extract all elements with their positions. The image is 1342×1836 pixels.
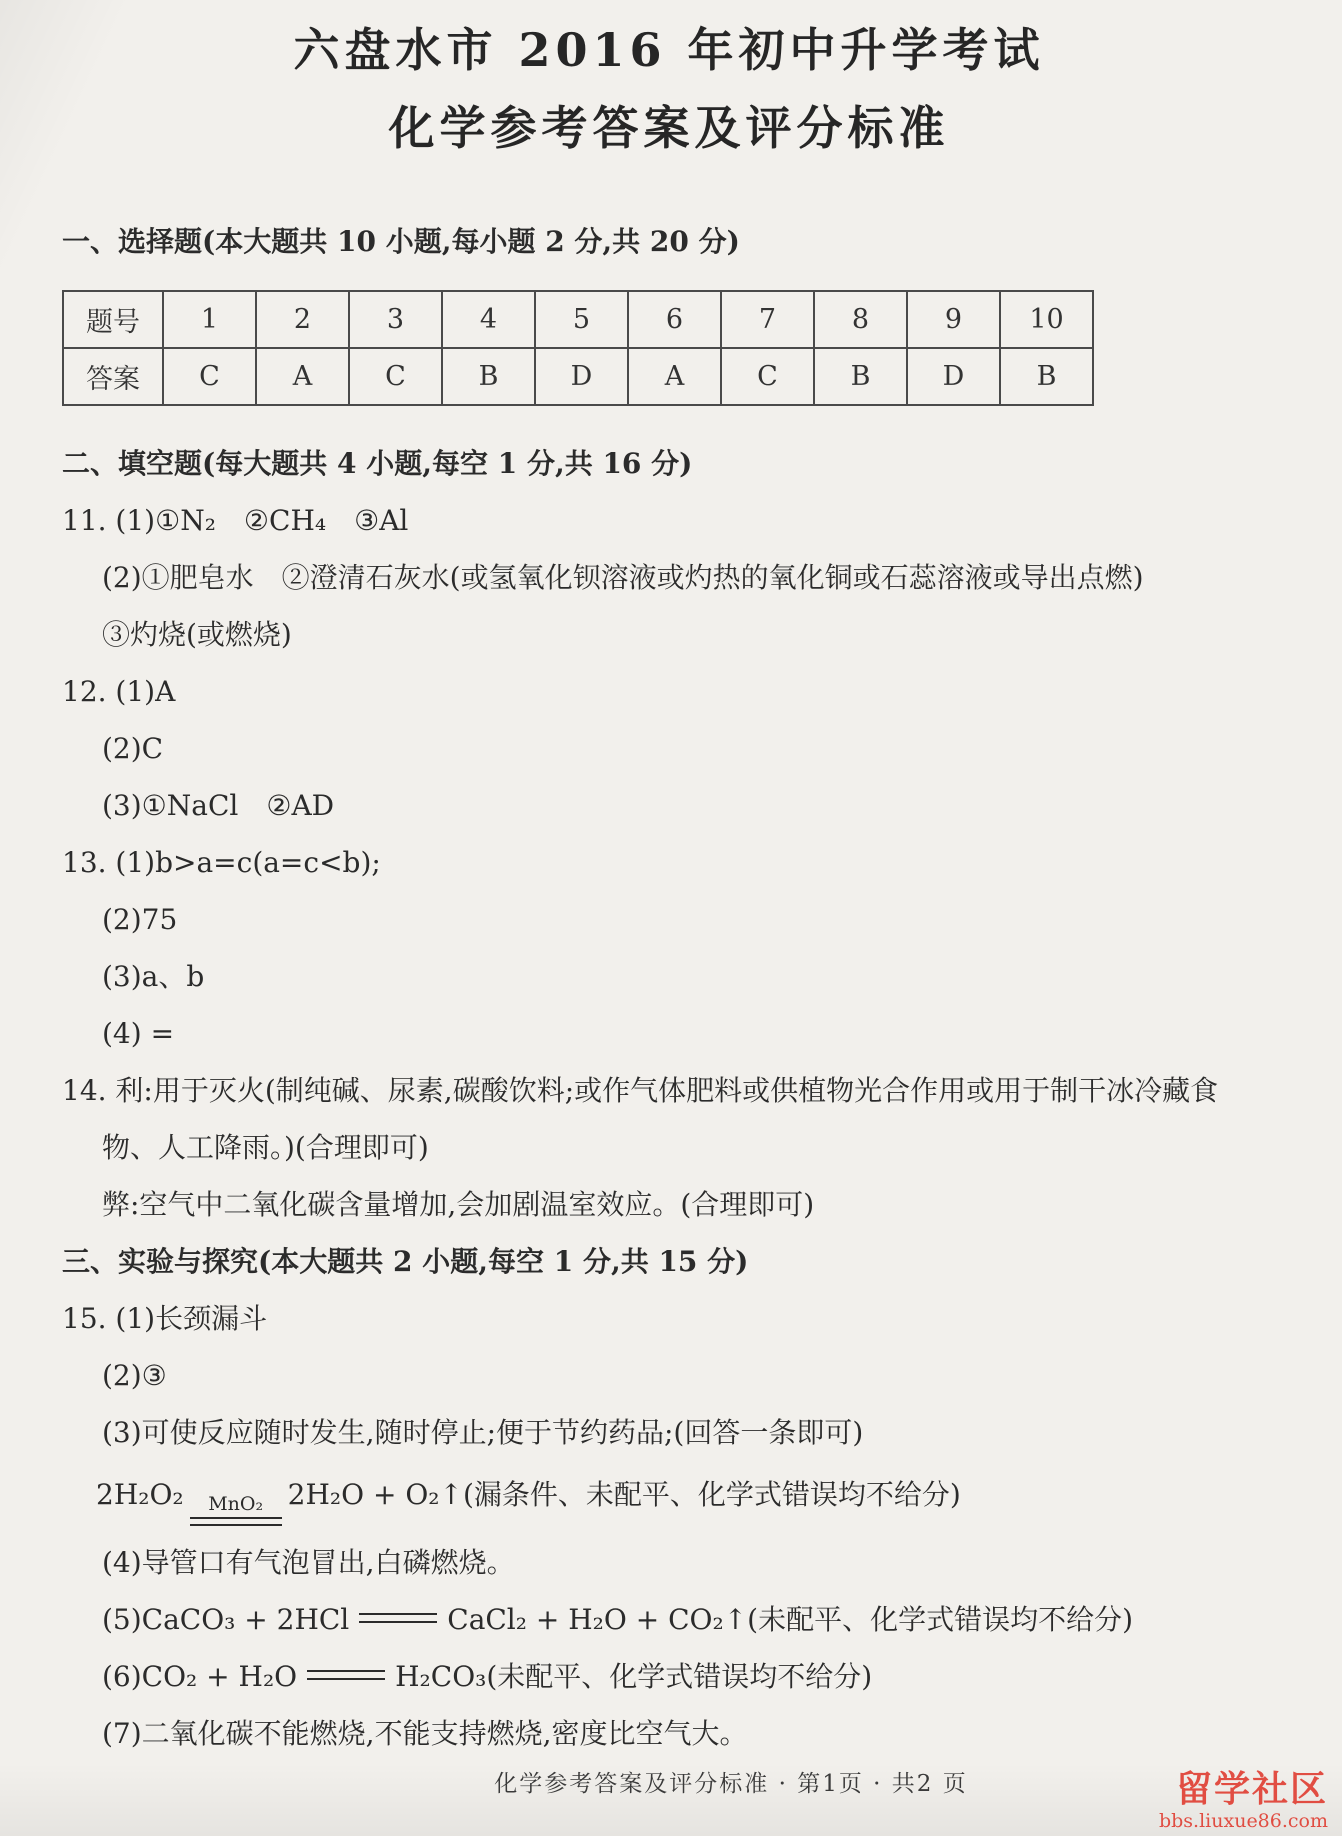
page-title-line1: 六盘水市 2016 年初中升学考试 [293, 23, 1045, 77]
page-footer: 化学参考答案及评分标准 · 第1页 · 共2 页 [494, 1771, 968, 1797]
q11-part3: ③灼烧(或燃烧) [102, 618, 292, 651]
answer-cell: C [721, 348, 814, 405]
q15-equation-caco3-hcl [62, 1600, 1276, 1640]
q13-part2: (2)75 [102, 903, 178, 936]
equation-left-side: 2H₂O₂ [96, 1478, 184, 1511]
q13-part3: (3)a、b [102, 960, 205, 993]
answer-table [62, 290, 1094, 406]
answer-cell: B [814, 348, 907, 405]
q15-part1: 15. (1)长颈漏斗 [62, 1302, 268, 1335]
q13-part4: (4) = [102, 1017, 175, 1050]
q11-part2: (2)①肥皂水 ②澄清石灰水(或氢氧化钡溶液或灼热的氧化铜或石蕊溶液或导出点燃) [102, 561, 1144, 594]
double-equals-sign [307, 1670, 385, 1680]
section-2-heading: 二、填空题(每大题共 4 小题,每空 1 分,共 16 分) [62, 447, 693, 480]
equation-left-side: (5)CaCO₃ + 2HCl [102, 1603, 350, 1636]
equation-right-side: CaCl₂ + H₂O + CO₂↑(未配平、化学式错误均不给分) [447, 1603, 1134, 1636]
question-number-cell: 3 [349, 291, 442, 348]
answer-cell: A [256, 348, 349, 405]
answer-cell: B [442, 348, 535, 405]
q13-part1: 13. (1)b>a=c(a=c<b); [62, 846, 381, 879]
q15-equation-decomposition [62, 1475, 1276, 1526]
watermark-site-url: bbs.liuxue86.com [1158, 1810, 1328, 1833]
q14-line3: 弊:空气中二氧化碳含量增加,会加剧温室效应。(合理即可) [102, 1188, 815, 1221]
equation-left-side: (6)CO₂ + H₂O [102, 1660, 298, 1693]
question-number-cell: 1 [163, 291, 256, 348]
answer-cell: D [907, 348, 1000, 405]
q14-line1: 14. 利:用于灭火(制纯碱、尿素,碳酸饮料;或作气体肥料或供植物光合作用或用于制干冰冷藏食 [62, 1074, 1219, 1107]
q15-part4: (4)导管口有气泡冒出,白磷燃烧。 [102, 1546, 515, 1579]
answer-cell: B [1000, 348, 1093, 405]
q14-line2: 物、人工降雨。)(合理即可) [102, 1131, 429, 1164]
question-number-cell: 9 [907, 291, 1000, 348]
q15-part2: (2)③ [102, 1359, 167, 1392]
double-equals-sign [359, 1613, 437, 1623]
equation-right-side: 2H₂O + O₂↑(漏条件、未配平、化学式错误均不给分) [287, 1478, 961, 1511]
table-row-question-numbers [63, 291, 1093, 348]
page-title-line2: 化学参考答案及评分标准 [388, 101, 950, 155]
section-3-heading: 三、实验与探究(本大题共 2 小题,每空 1 分,共 15 分) [62, 1245, 749, 1278]
q15-part3: (3)可使反应随时发生,随时停止;便于节约药品;(回答一条即可) [102, 1416, 864, 1449]
question-number-cell: 10 [1000, 291, 1093, 348]
table-header-label: 题号 [63, 291, 163, 348]
q12-part3: (3)①NaCl ②AD [102, 789, 335, 822]
q12-part2: (2)C [102, 732, 164, 765]
site-watermark [1158, 1767, 1328, 1833]
question-number-cell: 2 [256, 291, 349, 348]
equation-condition-over-equals [190, 1493, 282, 1526]
question-number-cell: 5 [535, 291, 628, 348]
question-number-cell: 7 [721, 291, 814, 348]
equation-right-side: H₂CO₃(未配平、化学式错误均不给分) [395, 1660, 873, 1693]
question-number-cell: 4 [442, 291, 535, 348]
section-1-heading: 一、选择题(本大题共 10 小题,每小题 2 分,共 20 分) [62, 225, 740, 258]
answer-cell: A [628, 348, 721, 405]
answer-cell: C [163, 348, 256, 405]
watermark-site-name: 留学社区 [1175, 1767, 1328, 1810]
q15-equation-co2-h2o [62, 1657, 1276, 1697]
q15-part7: (7)二氧化碳不能燃烧,不能支持燃烧,密度比空气大。 [102, 1717, 748, 1750]
double-equals-sign [190, 1517, 282, 1526]
q12-part1: 12. (1)A [62, 675, 176, 708]
table-row-answers [63, 348, 1093, 405]
answer-cell: D [535, 348, 628, 405]
answer-cell: C [349, 348, 442, 405]
equation-catalyst-label: MnO₂ [208, 1493, 264, 1515]
question-number-cell: 8 [814, 291, 907, 348]
q11-part1: 11. (1)①N₂ ②CH₄ ③Al [62, 504, 409, 537]
question-number-cell: 6 [628, 291, 721, 348]
table-answer-label: 答案 [63, 348, 163, 405]
